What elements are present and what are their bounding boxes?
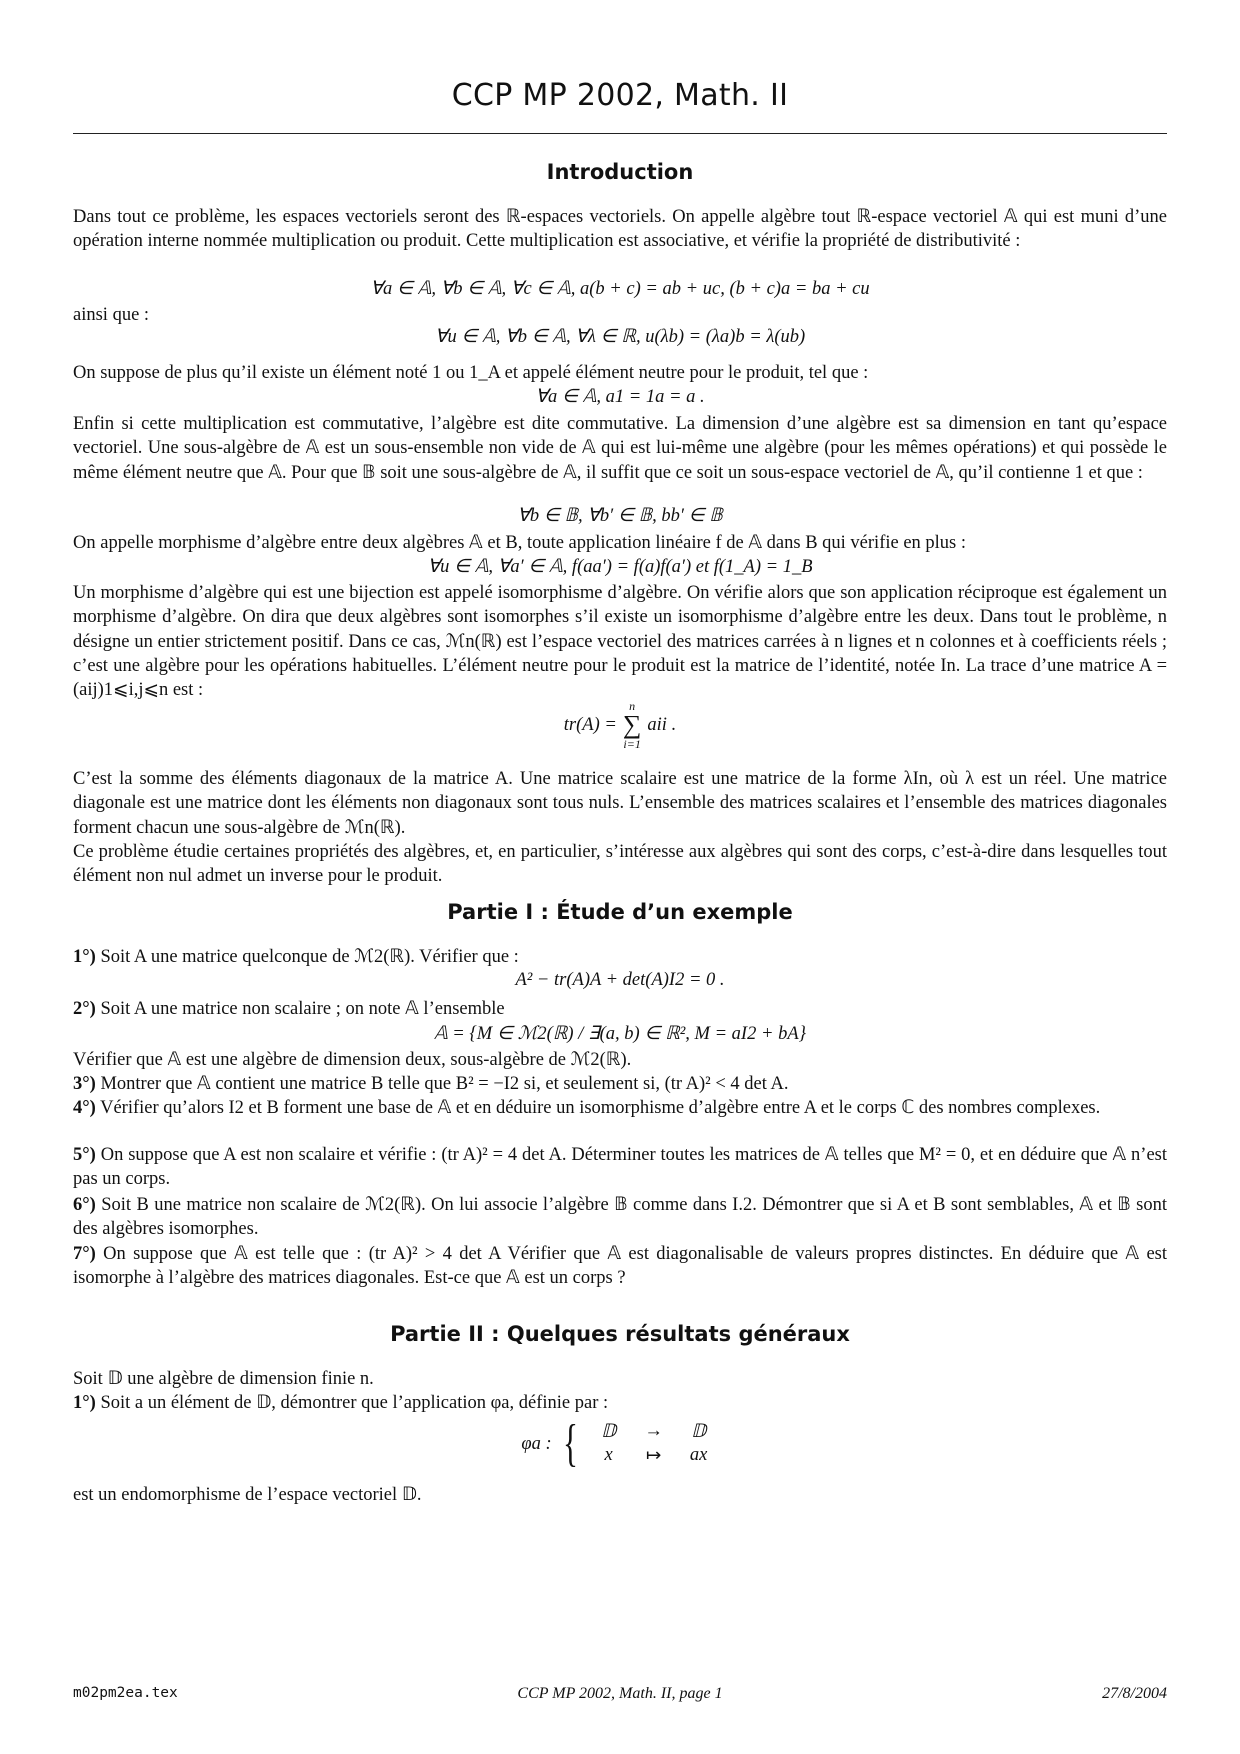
question-number: 1°) [73, 1393, 96, 1413]
part2-paragraph-1: Soit 𝔻 une algèbre de dimension finie n. [73, 1369, 374, 1389]
question-number: 3°) [73, 1074, 96, 1094]
question-text: Soit B une matrice non scalaire de ℳ2(ℝ). On lui associe l’algèbre 𝔹 comme dans I.2. Démontrer que si A et B sont semblables, 𝔸 et 𝔹 sont des algèbres isomorphes. [73, 1195, 1168, 1240]
equation-algebra-set: 𝔸 = {M ∈ ℳ2(ℝ) / ∃(a, b) ∈ ℝ², M = aI2 + bA} [433, 1024, 807, 1044]
question-text: On suppose que 𝔸 est telle que : (tr A)² > 4 det A Vérifier que 𝔸 est diagonalisable de valeurs propres distinctes. En déduire que 𝔸 est isomorphe à l’algèbre des matrices diagonales. Est-ce que 𝔸 est un corps ? [73, 1244, 1167, 1289]
trace-rhs: aii . [647, 714, 677, 735]
title-rule [73, 133, 1167, 134]
section-heading-part-2: Partie II : Quelques résultats généraux [390, 1322, 850, 1346]
part1-question-4 [73, 1096, 1167, 1120]
map-var: x [604, 1445, 613, 1465]
intro-paragraph-7: C’est la somme des éléments diagonaux de la matrice A. Une matrice scalaire est une matrice de la forme λIn, où λ est un réel. Une matrice diagonale est une matrice dont les éléments non diagonaux sont tous nuls. L’ensemble des matrices scalaires et l’ensemble des matrices diagonales forment chacun une sous-algèbre de ℳn(ℝ). [73, 769, 1167, 838]
mapping-definition [73, 1415, 1167, 1472]
question-number: 1°) [73, 947, 96, 967]
left-brace: { [562, 1415, 578, 1472]
map-codomain: 𝔻 [691, 1422, 707, 1442]
equation-cayley-hamilton: A² − tr(A)A + det(A)I2 = 0 . [515, 970, 725, 990]
equation-morphism: ∀u ∈ 𝔸, ∀a′ ∈ 𝔸, f(aa′) = f(a)f(a′) et f(1_A) = 1_B [427, 557, 813, 577]
document-title: CCP MP 2002, Math. II [451, 78, 789, 113]
footer-filename: m02pm2ea.tex [73, 1685, 178, 1701]
question-text: Soit A une matrice non scalaire ; on note 𝔸 l’ensemble [100, 999, 505, 1019]
equation-trace [73, 700, 1167, 750]
part1-question-2-after: Vérifier que 𝔸 est une algèbre de dimension deux, sous-algèbre de ℳ2(ℝ). [73, 1050, 632, 1070]
mapping-table [589, 1421, 719, 1467]
sum-upper-bound: n [629, 699, 636, 713]
equation-subalgebra: ∀b ∈ 𝔹, ∀b′ ∈ 𝔹, bb′ ∈ 𝔹 [517, 506, 723, 526]
part1-question-3 [73, 1072, 1167, 1096]
question-text: Montrer que 𝔸 contient une matrice B telle que B² = −I2 si, et seulement si, (tr A)² < 4 det A. [100, 1074, 789, 1094]
part1-question-6 [73, 1193, 1167, 1242]
part2-after-mapping: est un endomorphisme de l’espace vectoriel 𝔻. [73, 1485, 422, 1505]
map-domain: 𝔻 [601, 1422, 617, 1442]
section-heading-introduction: Introduction [546, 160, 694, 184]
question-number: 2°) [73, 999, 96, 1019]
part1-question-5 [73, 1143, 1167, 1192]
trace-lhs: tr(A) = [563, 714, 617, 735]
mapping-block [521, 1415, 718, 1472]
question-number: 5°) [73, 1145, 96, 1165]
part1-question-7 [73, 1242, 1167, 1291]
part1-question-1 [73, 945, 1167, 969]
question-text: Soit A une matrice quelconque de ℳ2(ℝ). Vérifier que : [100, 947, 519, 967]
document-page [73, 0, 1167, 1754]
intro-paragraph-1: Dans tout ce problème, les espaces vectoriels seront des ℝ-espaces vectoriels. On appelle algèbre tout ℝ-espace vectoriel 𝔸 qui est muni d’une opération interne nommée multiplication ou produit. Cette multiplication est associative, et vérifie la propriété de distributivité : [73, 207, 1167, 252]
question-number: 6°) [73, 1195, 96, 1215]
intro-paragraph-4: Enfin si cette multiplication est commutative, l’algèbre est dite commutative. La dimension d’une algèbre est sa dimension en tant qu’espace vectoriel. Une sous-algèbre de 𝔸 est un sous-ensemble non vide de 𝔸 qui est lui-même une algèbre (pour les mêmes opérations) et qui possède le même élément neutre que 𝔸. Pour que 𝔹 soit une sous-algèbre de 𝔸, il suffit que ce soit un sous-espace vectoriel de 𝔸, qu’il contienne 1 et que : [73, 414, 1167, 483]
question-number: 4°) [73, 1098, 96, 1118]
question-text: On suppose que A est non scalaire et vérifie : (tr A)² = 4 det A. Déterminer toutes les matrices de 𝔸 telles que M² = 0, et en déduire que 𝔸 n’est pas un corps. [73, 1145, 1168, 1190]
map-mapsto: ↦ [645, 1446, 662, 1466]
intro-paragraph-6: Un morphisme d’algèbre qui est une bijection est appelé isomorphisme d’algèbre. On vérifie alors que son application réciproque est également un morphisme d’algèbre. On dira que deux algèbres sont isomorphes s’il existe un isomorphisme d’algèbre entre les deux. Dans tout le problème, n désigne un entier strictement positif. Dans ce cas, ℳn(ℝ) est l’espace vectoriel des matrices carrées à n lignes et n colonnes et à coefficients réels ; c’est une algèbre pour les opérations habituelles. L’élément neutre pour le produit est la matrice de l’identité, notée In. La trace d’une matrice A = (aij)1⩽i,j⩽n est : [73, 583, 1167, 701]
sum-operator [623, 700, 642, 750]
part1-question-2 [73, 997, 1167, 1021]
map-arrow: → [644, 1421, 663, 1441]
mapping-name: φa : [521, 1433, 552, 1454]
question-text: Soit a un élément de 𝔻, démontrer que l’application φa, définie par : [100, 1393, 609, 1413]
intro-paragraph-8: Ce problème étudie certaines propriétés des algèbres, et, en particulier, s’intéresse aux algèbres qui sont des corps, c’est-à-dire dans lesquelles tout élément non nul admet un inverse pour le produit. [73, 842, 1167, 887]
sum-sigma: ∑ [622, 710, 642, 739]
intro-paragraph-5: On appelle morphisme d’algèbre entre deux algèbres 𝔸 et B, toute application linéaire f de 𝔸 dans B qui vérifie en plus : [73, 533, 967, 553]
part2-question-1 [73, 1391, 1167, 1415]
intro-paragraph-2: ainsi que : [73, 305, 150, 325]
intro-paragraph-3: On suppose de plus qu’il existe un élément noté 1 ou 1_A et appelé élément neutre pour le produit, tel que : [73, 363, 869, 383]
section-heading-part-1: Partie I : Étude d’un exemple [447, 900, 793, 924]
question-number: 7°) [73, 1244, 96, 1264]
equation-distributivity: ∀a ∈ 𝔸, ∀b ∈ 𝔸, ∀c ∈ 𝔸, a(b + c) = ab + uc, (b + c)a = ba + cu [370, 279, 870, 299]
footer-page-label: CCP MP 2002, Math. II, page 1 [517, 1685, 723, 1702]
footer-date: 27/8/2004 [1102, 1685, 1167, 1702]
question-text: Vérifier qu’alors I2 et B forment une base de 𝔸 et en déduire un isomorphisme d’algèbre entre A et le corps ℂ des nombres complexes. [100, 1098, 1101, 1118]
equation-neutral: ∀a ∈ 𝔸, a1 = 1a = a . [535, 387, 705, 407]
equation-scalar-mult: ∀u ∈ 𝔸, ∀b ∈ 𝔸, ∀λ ∈ ℝ, u(λb) = (λa)b = λ(ub) [434, 327, 806, 347]
map-image: ax [689, 1445, 708, 1465]
sum-lower-bound: i=1 [623, 737, 641, 751]
